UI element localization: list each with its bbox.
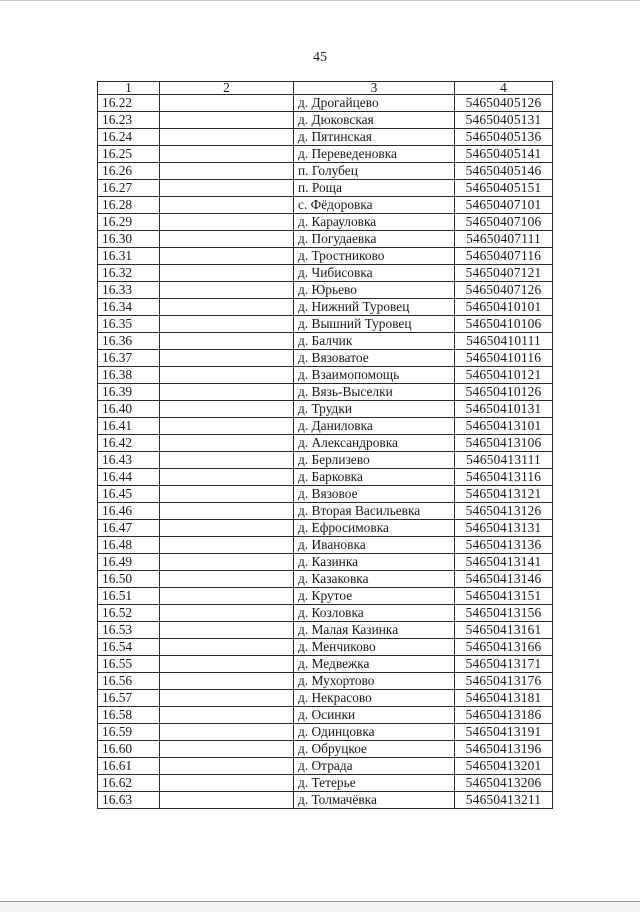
empty-cell: [160, 571, 294, 588]
settlement-name-cell: д. Нижний Туровец: [294, 299, 455, 316]
settlement-name-cell: д. Казаковка: [294, 571, 455, 588]
code-cell: 54650407106: [455, 214, 553, 231]
code-cell: 54650413141: [455, 554, 553, 571]
row-number-cell: 16.23: [98, 112, 160, 129]
empty-cell: [160, 367, 294, 384]
table-row: [98, 554, 553, 571]
table-row: [98, 316, 553, 333]
table-row: [98, 792, 553, 809]
table-row: [98, 724, 553, 741]
row-number-cell: 16.44: [98, 469, 160, 486]
code-cell: 54650405141: [455, 146, 553, 163]
scan-bottom-edge: [0, 901, 640, 912]
row-number-cell: 16.47: [98, 520, 160, 537]
code-cell: 54650413206: [455, 775, 553, 792]
row-number-cell: 16.63: [98, 792, 160, 809]
empty-cell: [160, 503, 294, 520]
settlement-name-cell: д. Медвежка: [294, 656, 455, 673]
empty-cell: [160, 197, 294, 214]
row-number-cell: 16.55: [98, 656, 160, 673]
empty-cell: [160, 537, 294, 554]
table-row: [98, 384, 553, 401]
settlement-name-cell: д. Одинцовка: [294, 724, 455, 741]
row-number-cell: 16.45: [98, 486, 160, 503]
settlement-name-cell: д. Барковка: [294, 469, 455, 486]
row-number-cell: 16.35: [98, 316, 160, 333]
table-row: [98, 299, 553, 316]
code-cell: 54650407111: [455, 231, 553, 248]
row-number-cell: 16.49: [98, 554, 160, 571]
empty-cell: [160, 265, 294, 282]
empty-cell: [160, 588, 294, 605]
settlement-name-cell: д. Пятинская: [294, 129, 455, 146]
row-number-cell: 16.48: [98, 537, 160, 554]
empty-cell: [160, 741, 294, 758]
code-cell: 54650413201: [455, 758, 553, 775]
row-number-cell: 16.43: [98, 452, 160, 469]
code-cell: 54650413186: [455, 707, 553, 724]
code-cell: 54650405131: [455, 112, 553, 129]
empty-cell: [160, 775, 294, 792]
table-row: [98, 231, 553, 248]
settlement-name-cell: д. Переведеновка: [294, 146, 455, 163]
empty-cell: [160, 163, 294, 180]
empty-cell: [160, 758, 294, 775]
settlement-name-cell: д. Крутое: [294, 588, 455, 605]
column-header-1: 1: [98, 82, 160, 95]
empty-cell: [160, 656, 294, 673]
row-number-cell: 16.34: [98, 299, 160, 316]
table-row: [98, 622, 553, 639]
table-row: [98, 282, 553, 299]
code-cell: 54650413136: [455, 537, 553, 554]
row-number-cell: 16.28: [98, 197, 160, 214]
settlement-name-cell: д. Вязь-Выселки: [294, 384, 455, 401]
settlement-name-cell: д. Малая Казинка: [294, 622, 455, 639]
table-row: [98, 520, 553, 537]
table-row: [98, 775, 553, 792]
row-number-cell: 16.61: [98, 758, 160, 775]
table-row: [98, 588, 553, 605]
code-cell: 54650413181: [455, 690, 553, 707]
row-number-cell: 16.58: [98, 707, 160, 724]
row-number-cell: 16.57: [98, 690, 160, 707]
empty-cell: [160, 792, 294, 809]
empty-cell: [160, 129, 294, 146]
table-row: [98, 197, 553, 214]
table-row: [98, 571, 553, 588]
table-row: [98, 265, 553, 282]
settlement-name-cell: д. Чибисовка: [294, 265, 455, 282]
table-body: [98, 95, 553, 809]
column-header-3: 3: [294, 82, 455, 95]
code-cell: 54650413126: [455, 503, 553, 520]
settlement-name-cell: д. Вязовое: [294, 486, 455, 503]
column-header-4: 4: [455, 82, 553, 95]
code-cell: 54650405146: [455, 163, 553, 180]
settlement-name-cell: д. Тростниково: [294, 248, 455, 265]
code-cell: 54650410126: [455, 384, 553, 401]
row-number-cell: 16.27: [98, 180, 160, 197]
code-cell: 54650405136: [455, 129, 553, 146]
empty-cell: [160, 435, 294, 452]
settlement-name-cell: д. Балчик: [294, 333, 455, 350]
table-row: [98, 537, 553, 554]
table-row: [98, 503, 553, 520]
table-row: [98, 656, 553, 673]
row-number-cell: 16.32: [98, 265, 160, 282]
code-cell: 54650413196: [455, 741, 553, 758]
settlement-name-cell: д. Обруцкое: [294, 741, 455, 758]
table-row: [98, 605, 553, 622]
settlement-name-cell: д. Даниловка: [294, 418, 455, 435]
settlement-name-cell: д. Ефросимовка: [294, 520, 455, 537]
empty-cell: [160, 673, 294, 690]
empty-cell: [160, 639, 294, 656]
table-row: [98, 707, 553, 724]
code-cell: 54650407101: [455, 197, 553, 214]
settlement-name-cell: д. Дрогайцево: [294, 95, 455, 112]
settlement-name-cell: д. Менчиково: [294, 639, 455, 656]
row-number-cell: 16.59: [98, 724, 160, 741]
table-row: [98, 95, 553, 112]
table-row: [98, 418, 553, 435]
table-row: [98, 758, 553, 775]
row-number-cell: 16.36: [98, 333, 160, 350]
table-row: [98, 180, 553, 197]
code-cell: 54650413121: [455, 486, 553, 503]
empty-cell: [160, 146, 294, 163]
row-number-cell: 16.29: [98, 214, 160, 231]
code-cell: 54650413166: [455, 639, 553, 656]
code-cell: 54650405126: [455, 95, 553, 112]
scan-top-edge: [0, 0, 640, 4]
table-row: [98, 129, 553, 146]
code-cell: 54650413131: [455, 520, 553, 537]
code-cell: 54650413176: [455, 673, 553, 690]
code-cell: 54650407126: [455, 282, 553, 299]
table-row: [98, 690, 553, 707]
settlement-name-cell: д. Юрьево: [294, 282, 455, 299]
row-number-cell: 16.41: [98, 418, 160, 435]
row-number-cell: 16.40: [98, 401, 160, 418]
settlement-name-cell: д. Тетерье: [294, 775, 455, 792]
empty-cell: [160, 231, 294, 248]
empty-cell: [160, 95, 294, 112]
empty-cell: [160, 486, 294, 503]
table-row: [98, 112, 553, 129]
code-cell: 54650407121: [455, 265, 553, 282]
code-cell: 54650413171: [455, 656, 553, 673]
table-row: [98, 401, 553, 418]
table-row: [98, 486, 553, 503]
empty-cell: [160, 112, 294, 129]
row-number-cell: 16.52: [98, 605, 160, 622]
row-number-cell: 16.22: [98, 95, 160, 112]
row-number-cell: 16.60: [98, 741, 160, 758]
table-row: [98, 248, 553, 265]
code-cell: 54650413101: [455, 418, 553, 435]
empty-cell: [160, 622, 294, 639]
settlement-name-cell: д. Взаимопомощь: [294, 367, 455, 384]
settlement-name-cell: п. Роща: [294, 180, 455, 197]
table-row: [98, 435, 553, 452]
table-row: [98, 673, 553, 690]
settlement-name-cell: д. Толмачёвка: [294, 792, 455, 809]
settlement-name-cell: д. Дюковская: [294, 112, 455, 129]
table-row: [98, 163, 553, 180]
empty-cell: [160, 554, 294, 571]
empty-cell: [160, 469, 294, 486]
code-cell: 54650410106: [455, 316, 553, 333]
empty-cell: [160, 299, 294, 316]
row-number-cell: 16.31: [98, 248, 160, 265]
code-cell: 54650410116: [455, 350, 553, 367]
row-number-cell: 16.46: [98, 503, 160, 520]
empty-cell: [160, 401, 294, 418]
table-row: [98, 214, 553, 231]
empty-cell: [160, 690, 294, 707]
settlements-table: [97, 81, 553, 809]
table-row: [98, 350, 553, 367]
empty-cell: [160, 418, 294, 435]
row-number-cell: 16.42: [98, 435, 160, 452]
code-cell: 54650413146: [455, 571, 553, 588]
code-cell: 54650413111: [455, 452, 553, 469]
code-cell: 54650413151: [455, 588, 553, 605]
row-number-cell: 16.38: [98, 367, 160, 384]
code-cell: 54650407116: [455, 248, 553, 265]
table-row: [98, 469, 553, 486]
empty-cell: [160, 180, 294, 197]
empty-cell: [160, 333, 294, 350]
row-number-cell: 16.50: [98, 571, 160, 588]
empty-cell: [160, 316, 294, 333]
row-number-cell: 16.30: [98, 231, 160, 248]
settlement-name-cell: д. Карауловка: [294, 214, 455, 231]
settlement-name-cell: д. Некрасово: [294, 690, 455, 707]
empty-cell: [160, 724, 294, 741]
settlement-name-cell: д. Берлизево: [294, 452, 455, 469]
code-cell: 54650413211: [455, 792, 553, 809]
code-cell: 54650410121: [455, 367, 553, 384]
code-cell: 54650413116: [455, 469, 553, 486]
row-number-cell: 16.37: [98, 350, 160, 367]
row-number-cell: 16.25: [98, 146, 160, 163]
settlement-name-cell: д. Ивановка: [294, 537, 455, 554]
row-number-cell: 16.33: [98, 282, 160, 299]
settlement-name-cell: п. Голубец: [294, 163, 455, 180]
empty-cell: [160, 384, 294, 401]
settlement-name-cell: д. Отрада: [294, 758, 455, 775]
row-number-cell: 16.62: [98, 775, 160, 792]
code-cell: 54650413106: [455, 435, 553, 452]
table-row: [98, 741, 553, 758]
column-header-2: 2: [160, 82, 294, 95]
settlement-name-cell: д. Трудки: [294, 401, 455, 418]
code-cell: 54650413156: [455, 605, 553, 622]
empty-cell: [160, 214, 294, 231]
settlement-name-cell: д. Козловка: [294, 605, 455, 622]
code-cell: 54650413161: [455, 622, 553, 639]
code-cell: 54650410101: [455, 299, 553, 316]
row-number-cell: 16.24: [98, 129, 160, 146]
row-number-cell: 16.51: [98, 588, 160, 605]
table-header-row: [98, 82, 553, 95]
settlement-name-cell: д. Казинка: [294, 554, 455, 571]
row-number-cell: 16.53: [98, 622, 160, 639]
settlement-name-cell: д. Вторая Васильевка: [294, 503, 455, 520]
page-number: 45: [313, 50, 327, 65]
empty-cell: [160, 707, 294, 724]
settlement-name-cell: д. Погудаевка: [294, 231, 455, 248]
empty-cell: [160, 350, 294, 367]
code-cell: 54650413191: [455, 724, 553, 741]
table-row: [98, 639, 553, 656]
row-number-cell: 16.56: [98, 673, 160, 690]
code-cell: 54650410111: [455, 333, 553, 350]
settlement-name-cell: д. Мухортово: [294, 673, 455, 690]
empty-cell: [160, 282, 294, 299]
table-row: [98, 367, 553, 384]
code-cell: 54650405151: [455, 180, 553, 197]
row-number-cell: 16.39: [98, 384, 160, 401]
row-number-cell: 16.26: [98, 163, 160, 180]
settlement-name-cell: д. Осинки: [294, 707, 455, 724]
empty-cell: [160, 248, 294, 265]
settlement-name-cell: д. Вышний Туровец: [294, 316, 455, 333]
empty-cell: [160, 452, 294, 469]
settlement-name-cell: с. Фёдоровка: [294, 197, 455, 214]
settlement-name-cell: д. Александровка: [294, 435, 455, 452]
empty-cell: [160, 605, 294, 622]
table-row: [98, 452, 553, 469]
empty-cell: [160, 520, 294, 537]
settlement-name-cell: д. Вязоватое: [294, 350, 455, 367]
row-number-cell: 16.54: [98, 639, 160, 656]
table-row: [98, 146, 553, 163]
table-row: [98, 333, 553, 350]
code-cell: 54650410131: [455, 401, 553, 418]
